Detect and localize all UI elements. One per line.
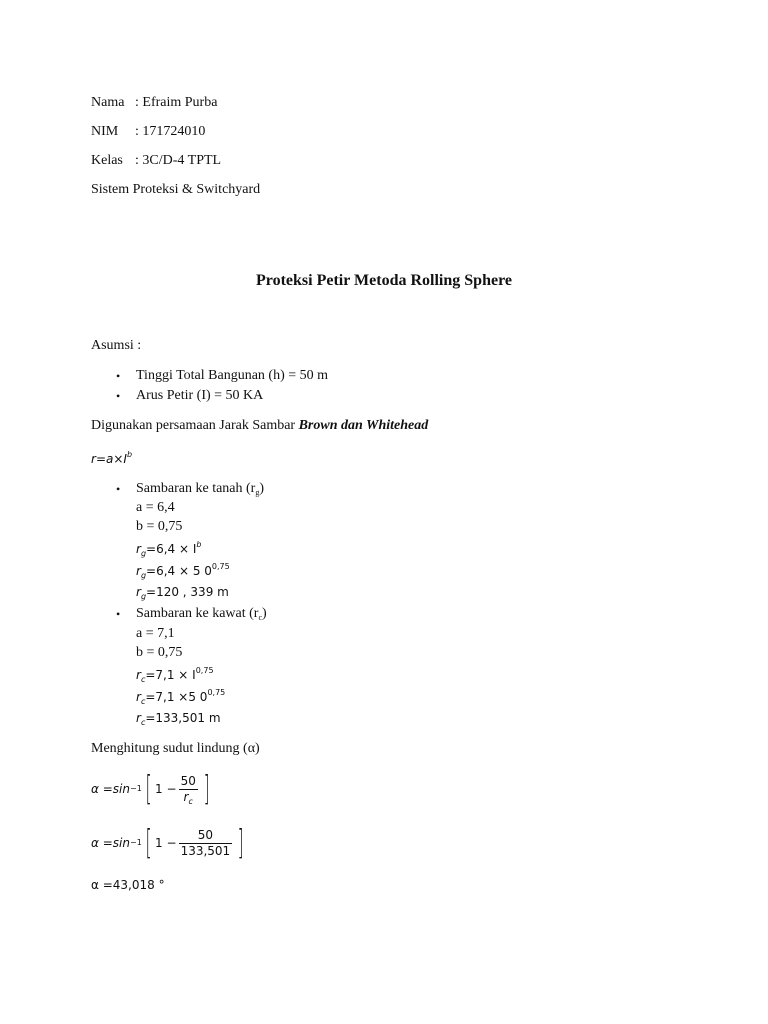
tanah-b: b = 0,75 <box>136 519 183 534</box>
kawat-b: b = 0,75 <box>136 645 183 660</box>
alpha2-one-minus: 1 − <box>155 836 177 850</box>
kawat-eq2 <box>136 688 225 706</box>
nama-value: : Efraim Purba <box>135 95 218 110</box>
kawat-a: a = 7,1 <box>136 626 175 641</box>
kawat-label-sub: c <box>258 613 263 622</box>
asumsi-label: Asumsi : <box>91 338 142 353</box>
alpha-result: α =43,018 ° <box>91 878 165 892</box>
tanah-eq1-text: =6,4 × I <box>146 542 197 556</box>
kawat-eq1-exp: 0,75 <box>195 666 214 675</box>
kawat-label: Sambaran ke kawat (r <box>136 606 259 621</box>
bullet-icon: • <box>116 482 121 496</box>
alpha2-num: 50 <box>179 828 233 844</box>
formula-i: I <box>123 452 127 466</box>
tanah-eq3-text: =120 , 339 m <box>146 585 229 599</box>
left-bracket-icon: [ <box>145 769 152 809</box>
tanah-label-sub: g <box>255 488 260 497</box>
alpha1-fraction <box>179 774 198 805</box>
tanah-heading <box>116 480 265 498</box>
kawat-label-end: ) <box>262 606 267 621</box>
kelas-label: Kelas <box>91 153 123 168</box>
r-sub: c <box>140 718 146 727</box>
alpha-formula-1: α =sin −1 [ 1 − $\frac{50}{r_c}$ ] <box>91 769 210 809</box>
formula-a: a <box>106 452 114 466</box>
kawat-eq1-text: =7,1 × I <box>145 668 196 682</box>
nama-label: Nama <box>91 95 125 110</box>
r-sub: c <box>140 675 146 684</box>
bullet-icon: • <box>116 389 121 403</box>
kawat-eq2-exp: 0,75 <box>207 688 226 697</box>
alpha1-den-sub: c <box>188 796 193 806</box>
left-bracket-icon: [ <box>145 823 152 863</box>
alpha1-num: 50 <box>180 773 196 788</box>
tanah-label-end: ) <box>259 481 265 496</box>
persamaan-line <box>91 417 428 435</box>
tanah-eq2-text: =6,4 × 5 0 <box>146 564 212 578</box>
formula-times: × <box>113 452 124 466</box>
right-bracket-icon: ] <box>203 769 210 809</box>
page-title: Proteksi Petir Metoda Rolling Sphere <box>256 272 512 289</box>
r-var: r <box>136 542 141 556</box>
r-var: r <box>136 711 141 725</box>
asumsi-item-height-text: Tinggi Total Bangunan (h) = 50 m <box>136 368 329 383</box>
persamaan-name: Brown dan Whitehead <box>298 418 429 433</box>
tanah-eq1-exp: b <box>196 540 202 549</box>
alpha2-fraction <box>179 828 233 859</box>
kawat-heading <box>116 605 267 623</box>
tanah-label: Sambaran ke tanah (r <box>136 481 256 496</box>
tanah-eq3 <box>136 583 229 601</box>
sudut-label: Menghitung sudut lindung (α) <box>91 741 260 756</box>
tanah-eq2 <box>136 562 230 580</box>
asumsi-item-height <box>116 367 329 385</box>
alpha-formula-2: α =sin −1 [ 1 − $\frac{50}{133,501}$ ] <box>91 823 244 863</box>
tanah-eq1 <box>136 540 201 558</box>
nim-label: NIM <box>91 124 119 139</box>
formula-exp: b <box>126 450 133 459</box>
r-sub: g <box>140 571 147 580</box>
alpha1-den-r: r <box>183 789 189 804</box>
kelas-row <box>91 152 222 170</box>
alpha1-one-minus: 1 − <box>155 782 177 796</box>
kelas-value: : 3C/D-4 TPTL <box>135 153 222 168</box>
right-bracket-icon: ] <box>237 823 244 863</box>
alpha2-lhs: α =sin <box>91 836 130 850</box>
tanah-a: a = 6,4 <box>136 500 175 515</box>
asumsi-item-current <box>116 387 264 405</box>
alpha1-lhs: α =sin <box>91 782 130 796</box>
nama-row <box>91 94 218 112</box>
alpha1-den <box>179 790 198 805</box>
formula-eq: = <box>95 452 106 466</box>
alpha2-den: 133,501 <box>180 843 231 858</box>
kawat-eq3-text: =133,501 m <box>145 711 221 725</box>
r-var: r <box>136 668 141 682</box>
asumsi-item-current-text: Arus Petir (I) = 50 KA <box>136 388 264 403</box>
r-var: r <box>136 564 141 578</box>
nim-value: : 171724010 <box>135 124 206 139</box>
tanah-eq2-exp: 0,75 <box>211 562 230 571</box>
kawat-eq1 <box>136 666 214 684</box>
bullet-icon: • <box>116 369 121 383</box>
formula-r: r <box>91 452 96 466</box>
r-sub: g <box>140 592 147 601</box>
r-var: r <box>136 690 141 704</box>
bullet-icon: • <box>116 607 121 621</box>
nim-row <box>91 123 206 141</box>
main-formula <box>91 450 132 468</box>
r-sub: g <box>140 549 147 558</box>
r-var: r <box>136 585 141 599</box>
subject-line: Sistem Proteksi & Switchyard <box>91 182 261 197</box>
persamaan-text: Digunakan persamaan Jarak Sambar <box>91 418 296 433</box>
r-sub: c <box>140 697 146 706</box>
kawat-eq3 <box>136 709 221 727</box>
kawat-eq2-text: =7,1 ×5 0 <box>145 690 208 704</box>
